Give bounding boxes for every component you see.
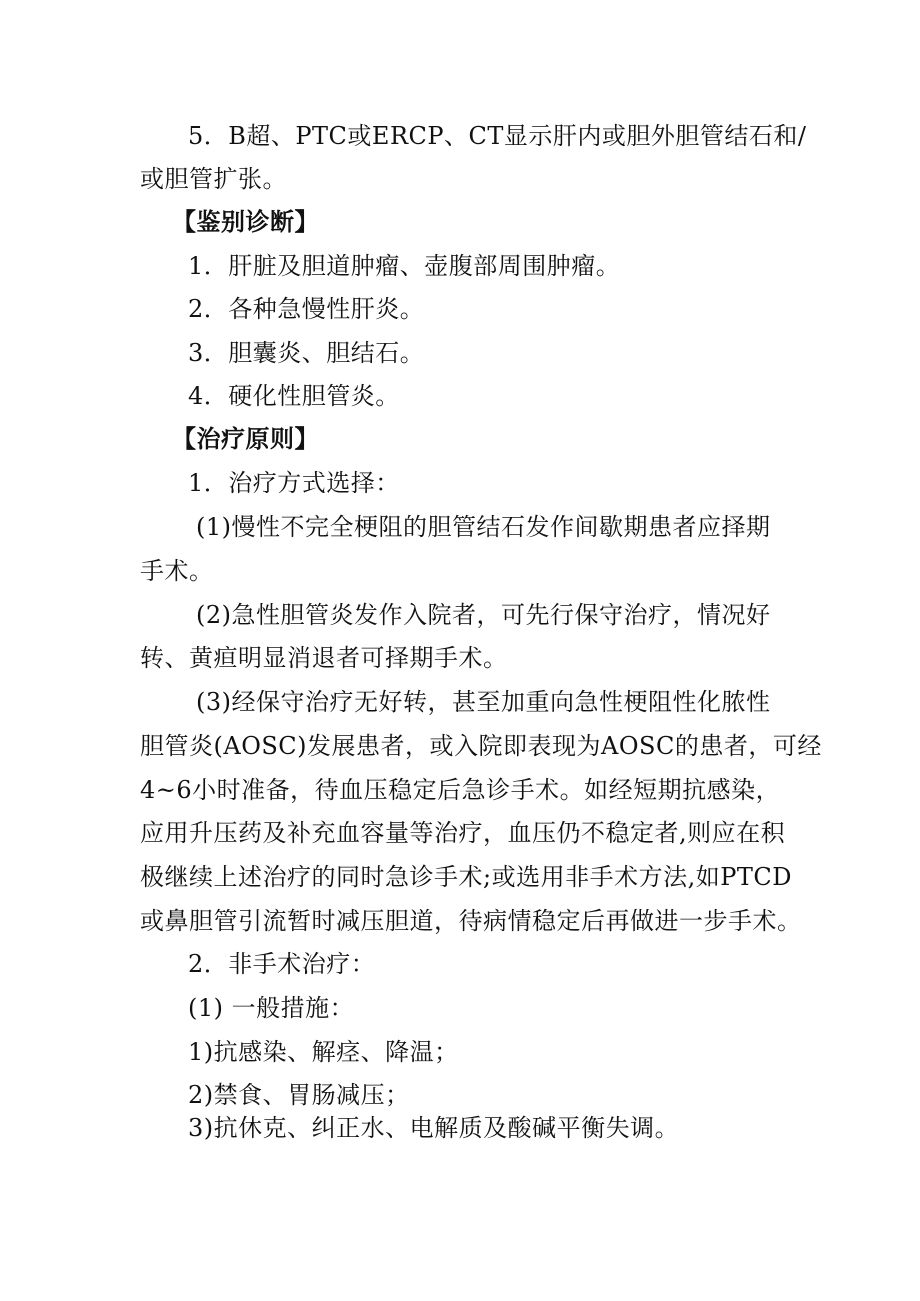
differential-item-2: 2．各种急慢性肝炎。: [188, 295, 425, 323]
paragraph-1-line-1: (1)慢性不完全梗阻的胆管结石发作间歇期患者应择期: [196, 513, 771, 541]
paragraph-1-line-2: 手术。: [140, 557, 214, 585]
measure-item-1: 1)抗感染、解痉、降温；: [188, 1038, 459, 1066]
criteria-item-5-line-1: 5．B超、PTC或ERCP、CT显示肝内或胆外胆管结石和/: [188, 122, 807, 150]
differential-item-3: 3．胆囊炎、胆结石。: [188, 339, 425, 367]
paragraph-3-line-2: 胆管炎(AOSC)发展患者，或入院即表现为AOSC的患者，可经: [140, 732, 822, 760]
measure-item-3: 3)抗休克、纠正水、电解质及酸碱平衡失调。: [188, 1114, 680, 1142]
measure-item-2: 2)禁食、胃肠减压；: [188, 1081, 410, 1109]
criteria-item-5-line-2: 或胆管扩张。: [140, 165, 287, 193]
general-measures-title: (1) 一般措施：: [188, 994, 355, 1022]
paragraph-2-line-2: 转、黄疸明显消退者可择期手术。: [140, 644, 508, 672]
treatment-item-2-title: 2．非手术治疗：: [188, 950, 376, 978]
treatment-principles-heading: 【治疗原则】: [172, 425, 319, 453]
differential-item-4: 4．硬化性胆管炎。: [188, 382, 400, 410]
differential-item-1: 1．肝脏及胆道肿瘤、壶腹部周围肿瘤。: [188, 252, 621, 280]
paragraph-3-line-1: (3)经保守治疗无好转，甚至加重向急性梗阻性化脓性: [196, 688, 771, 716]
paragraph-3-line-3: 4~6小时准备，待血压稳定后急诊手术。如经短期抗感染，: [140, 776, 781, 804]
differential-diagnosis-heading: 【鉴别诊断】: [172, 208, 319, 236]
treatment-item-1-title: 1．治疗方式选择：: [188, 469, 400, 497]
paragraph-3-line-5: 极继续上述治疗的同时急诊手术;或选用非手术方法,如PTCD: [140, 863, 792, 891]
paragraph-3-line-4: 应用升压药及补充血容量等治疗，血压仍不稳定者,则应在积: [140, 819, 786, 847]
paragraph-2-line-1: (2)急性胆管炎发作入院者，可先行保守治疗，情况好: [196, 601, 771, 629]
paragraph-3-line-6: 或鼻胆管引流暂时减压胆道，待病情稳定后再做进一步手术。: [140, 907, 802, 935]
